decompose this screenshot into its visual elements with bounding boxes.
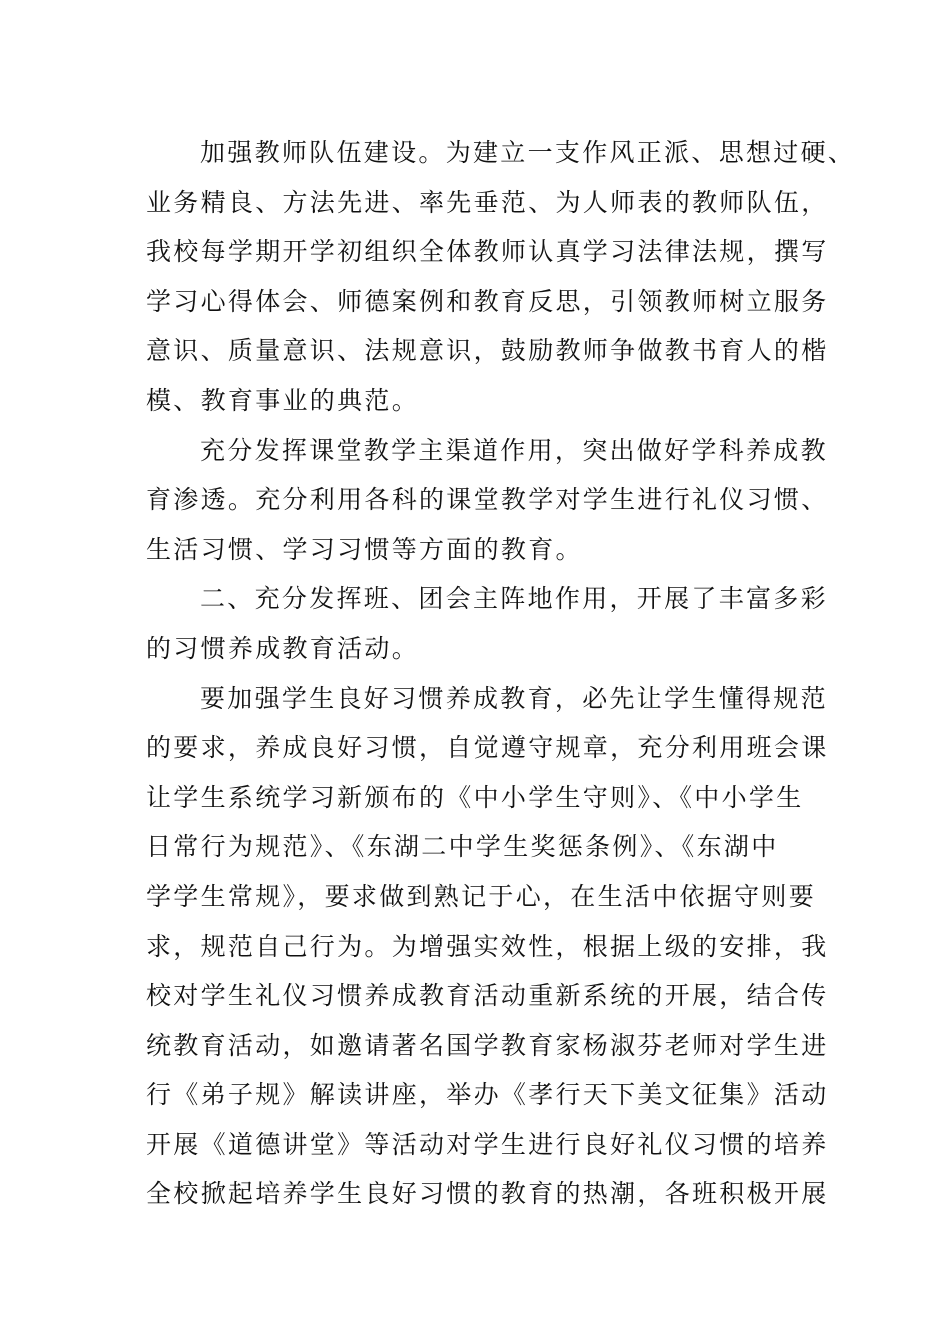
paragraph-line: 加强教师队伍建设。为建立一支作风正派、思想过硬、 <box>200 138 856 167</box>
paragraph-line: 求，规范自己行为。为增强实效性，根据上级的安排，我 <box>146 931 829 961</box>
section-heading-line: 的习惯养成教育活动。 <box>146 633 420 663</box>
paragraph-line: 统教育活动，如邀请著名国学教育家杨淑芬老师对学生进 <box>146 1030 829 1060</box>
paragraph-line: 学习心得体会、师德案例和教育反思，引领教师树立服务 <box>146 286 829 316</box>
paragraph-line: 育渗透。充分利用各科的课堂教学对学生进行礼仪习惯、 <box>146 485 829 515</box>
paragraph-line: 生活习惯、学习习惯等方面的教育。 <box>146 534 583 564</box>
paragraph-line: 我校每学期开学初组织全体教师认真学习法律法规，撰写 <box>146 237 829 267</box>
paragraph-line: 要加强学生良好习惯养成教育，必先让学生懂得规范 <box>200 683 828 713</box>
paragraph-line: 充分发挥课堂教学主渠道作用，突出做好学科养成教 <box>200 435 828 465</box>
paragraph-line: 让学生系统学习新颁布的《中小学生守则》、《中小学生 <box>146 782 804 812</box>
paragraph-line: 校对学生礼仪习惯养成教育活动重新系统的开展，结合传 <box>146 981 829 1011</box>
paragraph-line: 开展《道德讲堂》等活动对学生进行良好礼仪习惯的培养 <box>146 1129 829 1159</box>
paragraph-line: 学学生常规》，要求做到熟记于心，在生活中依据守则要 <box>146 881 817 911</box>
paragraph-line: 行《弟子规》解读讲座，举办《孝行天下美文征集》活动 <box>146 1080 829 1110</box>
body-text <box>146 128 856 1219</box>
section-heading-line: 二、充分发挥班、团会主阵地作用，开展了丰富多彩 <box>200 584 828 614</box>
paragraph-line: 模、教育事业的典范。 <box>146 385 420 415</box>
paragraph-line: 全校掀起培养学生良好习惯的教育的热潮，各班积极开展 <box>146 1179 829 1209</box>
paragraph-line: 意识、质量意识、法规意识，鼓励教师争做教书育人的楷 <box>146 336 829 366</box>
paragraph-line: 业务精良、方法先进、率先垂范、为人师表的教师队伍， <box>146 187 829 217</box>
paragraph-line: 日常行为规范》、《东湖二中学生奖惩条例》、《东湖中 <box>146 832 779 862</box>
paragraph-line: 的要求，养成良好习惯，自觉遵守规章，充分利用班会课 <box>146 733 829 763</box>
